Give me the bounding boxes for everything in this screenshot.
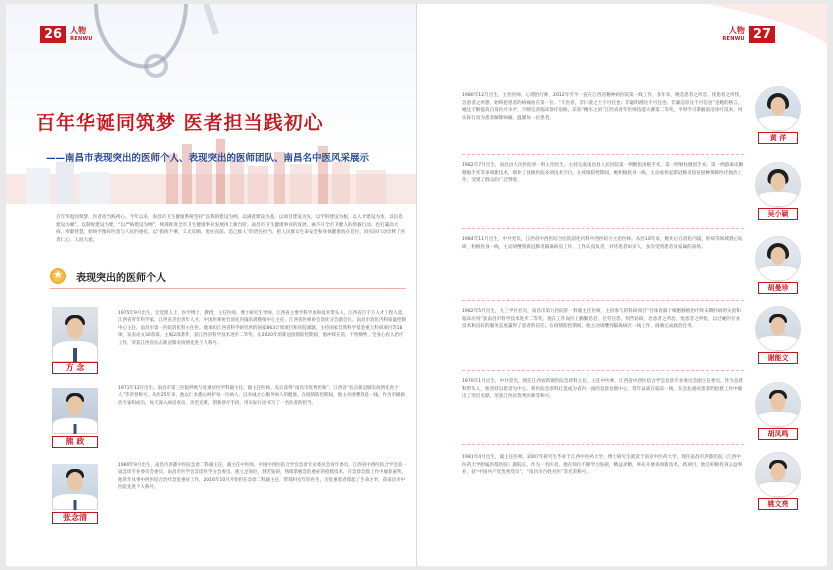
- portrait-photo: [52, 388, 98, 434]
- section-tag: [66, 27, 97, 43]
- profile-name: 谢能文: [758, 352, 798, 364]
- portrait-photo: [755, 236, 801, 282]
- profile-bio: 1980年12月出生，主治医师，心理治疗师，2012年至今一直在江西省精神病医院第一线工作，多年来，她急患者之所急，忧患者之所忧，急患者之所想，始终把患者的病痛放在第一位。“天医者，非仁爱之士不可托也；非聪明理达不可任也；非廉洁淳良不可信也”是她的格言。她还不断提高自身医疗水平，不断完善临床诊疗思路，荣获“精水之滨”江西省青年医师技能大赛第二等奖，平时学习掌握前沿诊疗技术，用实际行动为患者解除病痛，温暖每一位患者。: [462, 93, 744, 121]
- profile-name: 姚文亮: [758, 498, 798, 510]
- section-divider: [462, 370, 744, 371]
- profile-bio: 1981年4月出生，副主任医师，2007年研究生毕业于江西中医药大学，博士研究生就读于南京中医药大学，现任南昌市洪都医院（江西中医药大学附属洪都医院）副院长。作为一名医者，他在岗位不断学习钻研，精益求精，率先开展多项新技术、新项目。他还积极投身公益事业，获“中国共产党优秀党员”、“南昌市百姓名医”等光荣称号。: [462, 455, 743, 476]
- right-page: [417, 4, 827, 566]
- profile-bio: 1970年1月出生，中共党员，现任江西省新钢医院急诊科主任，主任中医师，江西省中西医结合学会急诊专业委员会副主任委员。作为急诊科带头人，他坚持以患者为中心，将医院急诊科打造成为省内一流的急诊急救中心，常年奋战在临床一线，在急危重症患者的抢救工作中做出了突出贡献，荣获江西省优秀医师等称号。: [462, 379, 744, 400]
- portrait-photo: [52, 464, 98, 510]
- portrait-photo: [755, 306, 801, 352]
- headline-subtitle: ——南昌市表现突出的医师个人、表现突出的医师团队、南昌名中医风采展示: [46, 153, 370, 164]
- section-tag-zh: 人物: [728, 25, 745, 35]
- portrait-photo: [52, 307, 98, 362]
- section-divider: [50, 288, 406, 289]
- profile-portrait: [755, 162, 801, 218]
- portrait-photo: [755, 452, 801, 498]
- profile-portrait: [755, 306, 801, 362]
- section-tag-zh: 人物: [70, 25, 87, 35]
- page-number: 27: [749, 26, 775, 43]
- portrait-photo: [755, 162, 801, 208]
- profile-bio: 1982年5月出生，九三学社社员，南昌市第九医院肝一科副主任医师，主持参与的科研项目“目体育器干细胞移植治疗终末期肝病的实验和临床应用”获南昌市科学技术进步二等奖。他在工作岗位上勤勤恳恳，任劳任怨，刻苦钻研，急患者之所急，忧患者之所忧，以过硬的专业技术和良好的服务态度赢得了患者的信任。在疫情防控期间，他主动请缨到隔离病区一线工作，圆满完成救治任务。: [462, 309, 741, 330]
- section-title: 表现突出的医师个人: [76, 272, 166, 284]
- portrait-photo: [755, 382, 801, 428]
- profile-bio: 1971年12月出生，南昌市第三医院呼吸与危重症医学科副主任，副主任医师。先后获得“南昌市优秀医师”、江西省“抗击新冠肺炎疫情先进个人”等荣誉称号，从医25年来，他以仁术悉心呵护每一位病人，以赤诚之心服务病人的健康。在疫情防控期间，他主动请缨奔赴一线，作为市级救治专家组成员，每天深入病房查房，攻坚克难，创新诊疗手段，用实际行动书写了一名医者的担当。: [118, 386, 406, 406]
- page-number-right: [718, 26, 775, 43]
- left-page: [6, 4, 416, 566]
- section-heading: [50, 268, 166, 284]
- profile-bio: 1980年9月出生，南昌市洪都中医院急诊二科副主任，副主任中医师。中国中西医结合学会急诊专业委员会青年委员，江西省中西医结合学会第一届急诊专业委员会委员，南昌市医学会急诊医学分会委员。他立足岗位，刻苦钻研，熟练掌握急危重症的抢救技术，在急诊急救工作中屡获嘉奖。他常年从事中西医结合治疗急危重症工作，2016年10月开始担任急诊二科副主任，带领科室年轻医生，为危重患者撑起了生命之伞，获南昌市中医院先进个人称号。: [118, 463, 407, 491]
- section-tag-en: RENWU: [722, 35, 745, 42]
- section-divider: [462, 444, 744, 445]
- profile-portrait: [755, 382, 801, 438]
- profile-name: 方 念: [52, 362, 98, 374]
- portrait-photo: [755, 86, 801, 132]
- profile-name: 张念清: [52, 512, 98, 524]
- section-tag-en: RENWU: [70, 35, 93, 42]
- profile-portrait: [755, 86, 801, 142]
- profile-name: 黄 洋: [758, 132, 798, 144]
- profile-bio: 1975年9月出生，无党派人士，医学博士，教授，主任医师，博士研究生导师，江西省主要学科学术和技术带头人，江西省百千万人才工程人选，江西省青年科学家，江西省杰出青年人才，中国医师协会消化内镜培训暨推中心主任，江西省医师协会消化分会副会长。南昌市消化内科质量控制中心主任，南昌市第一医院消化科主任医。他承担江西省科学研究所的国家863计划项目和省院课题，主持国家自然科学基金重大科研项目等18项，发表论文30余篇，主编2部著作，获江西省科学技术进步二等奖。在2020年的新冠疫情防控期间，他冲锋在前，不怕牺牲，全身心投入治疗工作，荣获江西省抗击新冠肺炎疫情先进个人称号。: [118, 311, 407, 346]
- profile-name: 熊 政: [52, 436, 98, 448]
- intro-paragraph: 百年华诞同筑梦，医者担当践初心。今年以来，南昌市卫生健康系统坚持“以我的建设为例，以满意建设为基，以项目建设为先，以学科建设为根，以人才建设为本，以信息建设为翼”，以制度建设为要，“以严格建设为纲”，统筹推进全市卫生健康事业发展再上新台阶。南昌市卫生健康事业的发展，离不开全市卫健人的勇毅行动，也打赢而大疫、奉献智慧，始终平衡好医患与人民的重托。以“指挥不乘、义无反顾、勇往直前、造己救人”的责任担当，把人民群众生命安全和身体健康放在首位，同实际行动诠释了医者仁心、人间大爱。: [56, 215, 406, 243]
- profile-portrait: [755, 236, 801, 292]
- page-number: 26: [40, 26, 66, 43]
- section-divider: [462, 300, 744, 301]
- section-tag: [718, 27, 749, 43]
- city-skyline-illustration: [6, 134, 416, 204]
- profile-bio: 1982年7月出生，南昌县人民医院骨一科主治医生。主持完成南昌县人民医院第一例断指再植手术，第一例脊柱微创手术，第一例游离皮瓣移植手术等多项新技术，填补了县级医院多项技术空白。在疫情防控期间，她积极投身一线，主动承担起新冠肺炎疫苗接种保障医疗救治工作，受到了群众的广泛赞誉。: [462, 163, 744, 184]
- headline-title: 百年华诞同筑梦 医者担当践初心: [36, 112, 324, 134]
- profile-bio: 1984年11月出生，中共党员，江西省中西医结合医院消化内科中西医结合主治医师。从医10年来，她先后在消化内镜、肝病等领域潜心钻研，积极投身一线，主动请缨到新冠肺炎隔离病房工作，工作认真负责，对待患者如亲人，多次受到患者及家属的表扬。: [462, 237, 743, 250]
- magazine-spread: [6, 4, 827, 566]
- stethoscope-illustration: [76, 4, 226, 94]
- profile-name: 胡凤鸣: [758, 428, 798, 440]
- medal-icon: [50, 268, 66, 284]
- profile-name: 吴小颖: [758, 208, 798, 220]
- section-divider: [462, 154, 744, 155]
- page-number-left: [40, 26, 97, 43]
- section-divider: [462, 228, 744, 229]
- profile-portrait: [755, 452, 801, 508]
- profile-name: 胡曼珍: [758, 282, 798, 294]
